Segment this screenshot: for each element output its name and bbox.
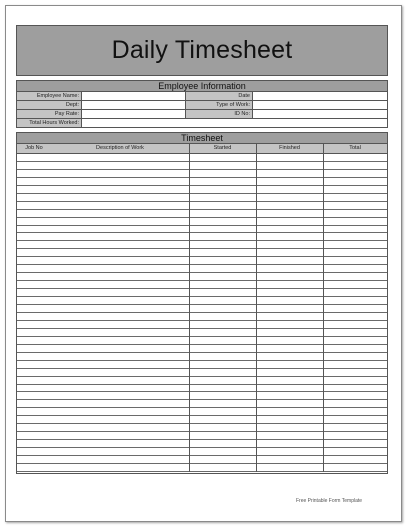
table-row[interactable] [17, 289, 387, 297]
employee-field-value[interactable] [253, 101, 387, 109]
table-row[interactable] [17, 170, 387, 178]
employee-field-value[interactable] [82, 110, 185, 118]
table-row[interactable] [17, 249, 387, 257]
table-row[interactable] [17, 353, 387, 361]
table-row[interactable] [17, 234, 387, 242]
table-row[interactable] [17, 281, 387, 289]
employee-field-value[interactable] [82, 101, 185, 109]
table-row[interactable] [17, 218, 387, 226]
employee-field-label: Type of Work: [185, 101, 253, 109]
employee-info-header: Employee Information [16, 80, 388, 92]
employee-field-value[interactable] [253, 92, 387, 100]
column-header: Description of Work [96, 145, 144, 151]
table-row[interactable] [17, 432, 387, 440]
table-row[interactable] [17, 154, 387, 162]
table-row[interactable] [17, 385, 387, 393]
table-row[interactable] [17, 464, 387, 472]
column-header: Total [349, 145, 361, 151]
table-row[interactable] [17, 186, 387, 194]
table-row[interactable] [17, 337, 387, 345]
employee-field-label: Total Hours Worked: [17, 119, 82, 127]
employee-info-row [17, 119, 387, 128]
column-header: Job No [25, 145, 43, 151]
column-header: Started [213, 145, 232, 151]
table-row[interactable] [17, 400, 387, 408]
title-banner [16, 25, 388, 76]
table-row[interactable] [17, 448, 387, 456]
table-row[interactable] [17, 202, 387, 210]
table-row[interactable] [17, 424, 387, 432]
employee-field-label: Employee Name: [17, 92, 82, 100]
table-row[interactable] [17, 257, 387, 265]
column-header: Finished [279, 145, 300, 151]
table-row[interactable] [17, 456, 387, 464]
timesheet-table [16, 144, 388, 474]
column-divider [189, 144, 190, 472]
footer-note: Free Printable Form Template [296, 498, 363, 504]
table-row[interactable] [17, 162, 387, 170]
timesheet-header: Timesheet [16, 132, 388, 144]
employee-info-row [17, 92, 387, 101]
column-divider [323, 144, 324, 472]
table-row[interactable] [17, 393, 387, 401]
employee-info-grid [16, 92, 388, 128]
employee-field-label: ID No: [185, 110, 253, 118]
table-row[interactable] [17, 440, 387, 448]
employee-field-label: Pay Rate: [17, 110, 82, 118]
table-row[interactable] [17, 321, 387, 329]
employee-field-value[interactable] [82, 119, 387, 127]
table-row[interactable] [17, 313, 387, 321]
table-row[interactable] [17, 194, 387, 202]
table-row[interactable] [17, 273, 387, 281]
table-row[interactable] [17, 265, 387, 273]
column-divider [256, 144, 257, 472]
employee-field-label: Dept: [17, 101, 82, 109]
employee-field-value[interactable] [253, 110, 387, 118]
table-row[interactable] [17, 241, 387, 249]
table-row[interactable] [17, 416, 387, 424]
page-title: Daily Timesheet [111, 36, 293, 64]
table-row[interactable] [17, 210, 387, 218]
table-row[interactable] [17, 369, 387, 377]
table-row[interactable] [17, 361, 387, 369]
timesheet-form [5, 5, 402, 522]
table-row[interactable] [17, 226, 387, 234]
table-row[interactable] [17, 178, 387, 186]
table-row[interactable] [17, 305, 387, 313]
table-row[interactable] [17, 377, 387, 385]
employee-field-label: Date [185, 92, 253, 100]
employee-info-row [17, 101, 387, 110]
table-row[interactable] [17, 329, 387, 337]
table-row[interactable] [17, 297, 387, 305]
timesheet-column-headers [17, 144, 387, 154]
table-row[interactable] [17, 408, 387, 416]
employee-field-value[interactable] [82, 92, 185, 100]
table-row[interactable] [17, 345, 387, 353]
employee-info-row [17, 110, 387, 119]
